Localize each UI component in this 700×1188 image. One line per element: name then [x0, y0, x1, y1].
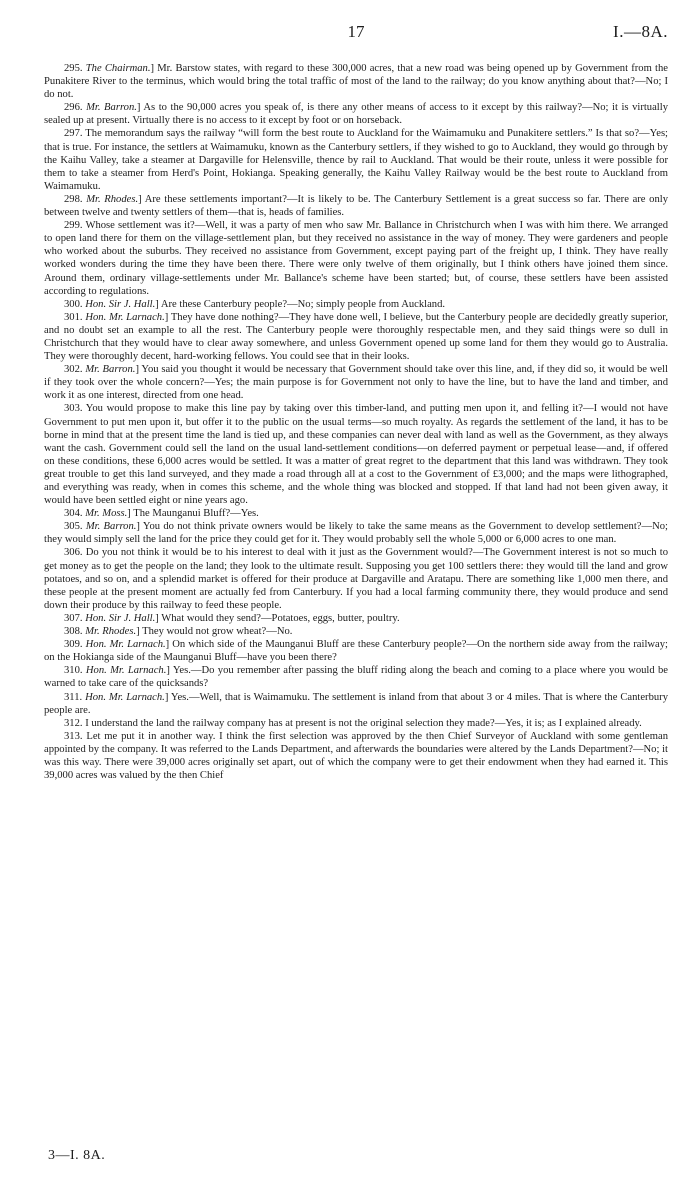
paragraph-text: The memorandum says the railway “will form the best route to Auckland for the Waimamuku and Punakitere settlers.” Is that so?—Yes; that is true. For instance, the settlers at Waimamuku, known as the Canterbury settlers, if they wished to go to Auckland, they would go through by the Kaihu Valley, take a steamer at Dargaville for Helensville, thence by rail to Auckland. That would be their route, unless it were possible for them to take a steamer from Herd's Point, Hokianga. Speaking generally, the Kaihu Valley Railway would be the best route to Auckland from Waimamuku. [44, 128, 669, 192]
paragraph-text: ] The Maunganui Bluff?—Yes. [127, 508, 259, 520]
document-page [44, 22, 668, 782]
paragraph-text: ] They have done nothing?—They have done well, I believe, but the Canterbury people are decidedly greatly superior, and no doubt set an example to all the rest. The Canterbury people were thoroughly respectable men, and they said things were so dull in Christchurch that they would have to clear away somewhere, and unless Government opened up some land for them they would go to Australia. They were thoroughly decent, hard-working fellows. You could see that in their looks. [44, 311, 668, 363]
speaker-name: The Chairman. [85, 63, 151, 74]
paragraph-text: Whose settlement was it?—Well, it was a party of men who saw Mr. Ballance in Christchurch when I was with him there. We arranged to open land there for them on the village-settlement plan, but they received no assistance in the way of money. They were gardeners and people who worked about the suburbs. They received no assistance from Government, except paying part of the freight up, I think. They have really worked wonders during the time they have been there. There were only twelve of them originally, but I think others have joined them since. Around them, ordinary village-settlements under Mr. Ballance's scheme have been started; but, of course, these settlers have been assisted according to regulations. [44, 220, 668, 297]
page-number: 17 [347, 22, 365, 41]
paragraph-text: ] On which side of the Maunganui Bluff are these Canterbury people?—On the northern side away from the railway; on the Hokianga side of the Maunganui Bluff—have you been there? [44, 639, 668, 664]
question-number: 310. [64, 665, 83, 677]
paragraph-text: ] They would not grow wheat?—No. [136, 626, 293, 638]
speaker-name: Hon. Sir J. Hall. [85, 612, 156, 624]
question-paragraph [44, 691, 668, 717]
question-paragraph [44, 127, 668, 192]
question-paragraph [44, 520, 668, 546]
question-paragraph [44, 717, 668, 730]
question-paragraph [44, 62, 668, 101]
question-paragraph [44, 638, 668, 664]
question-number: 312. [64, 717, 83, 729]
question-paragraph [44, 219, 668, 298]
paragraph-text: ] Yes.—Do you remember after passing the bluff riding along the beach and coming to a place where you would be warned to take care of the quicksands? [44, 665, 668, 690]
question-number: 303. [64, 403, 83, 415]
body-text [44, 62, 668, 782]
paragraph-text: ] Yes.—Well, that is Waimamuku. The settlement is inland from that about 3 or 4 miles. That is where the Canterbury people are. [44, 691, 668, 716]
question-number: 296. [64, 102, 83, 114]
question-paragraph [44, 730, 668, 782]
question-number: 297. [64, 128, 83, 140]
question-number: 313. [64, 730, 83, 742]
question-number: 300. [64, 298, 83, 310]
question-number: 309. [64, 639, 83, 651]
question-paragraph [44, 101, 668, 127]
paragraph-text: ] Are these settlements important?—It is likely to be. The Canterbury Settlement is a great success so far. There are only between twelve and twenty settlers of them—that is, heads of families. [44, 193, 668, 219]
question-number: 307. [64, 612, 83, 624]
question-number: 306. [64, 547, 83, 559]
speaker-name: Mr. Rhodes. [86, 193, 139, 205]
question-number: 305. [64, 521, 83, 533]
question-number: 304. [64, 508, 83, 520]
question-paragraph [44, 402, 668, 507]
speaker-name: Mr. Barron. [86, 102, 137, 114]
question-paragraph [44, 298, 668, 311]
question-number: 308. [64, 626, 83, 638]
question-paragraph [44, 311, 668, 363]
question-paragraph [44, 625, 668, 638]
question-paragraph [44, 612, 668, 625]
question-number: 301. [64, 311, 83, 323]
speaker-name: Hon. Mr. Larnach. [85, 639, 166, 651]
speaker-name: Mr. Rhodes. [85, 626, 137, 638]
paragraph-text: Let me put it in another way. I think the first selection was approved by the then Chief Surveyor of Auckland with some gentleman appointed by the company. It was referred to the Lands Department, and afterwards the boundaries were altered by the Lands Department?—No; it was this way. There were 39,000 acres originally set apart, out of which the company were to get their endowment when they had earned it. This 39,000 acres was valued by the then Chief [44, 730, 668, 782]
speaker-name: Mr. Barron. [85, 521, 137, 533]
question-number: 295. [64, 63, 83, 74]
page-header [44, 22, 668, 48]
speaker-name: Hon. Mr. Larnach. [85, 691, 165, 703]
speaker-name: Hon. Sir J. Hall. [85, 298, 156, 310]
question-paragraph [44, 664, 668, 690]
paper-reference: I.—8A. [613, 22, 668, 41]
question-number: 299. [64, 220, 83, 232]
paragraph-text: ] What would they send?—Potatoes, eggs, butter, poultry. [155, 612, 400, 624]
paragraph-text: ] You do not think private owners would be likely to take the same means as the Government to develop settlement?—No; they would simply sell the land for the price they could get for it. They would probably sell the whole 5,000 or 6,000 acres to one man. [44, 521, 668, 546]
question-number: 311. [64, 691, 83, 703]
question-number: 298. [64, 193, 83, 205]
speaker-name: Hon. Mr. Larnach. [85, 665, 167, 677]
question-paragraph [44, 363, 668, 402]
question-paragraph [44, 546, 668, 611]
question-number: 302. [64, 364, 83, 376]
printer-signature: 3—I. 8A. [48, 1148, 106, 1163]
paragraph-text: I understand the land the railway company has at present is not the original selection they made?—Yes, it is; as I explained already. [85, 717, 642, 729]
speaker-name: Hon. Mr. Larnach. [85, 311, 165, 323]
paragraph-text: ] Are these Canterbury people?—No; simply people from Auckland. [155, 298, 446, 310]
paragraph-text: ] Mr. Barstow states, with regard to these 300,000 acres, that a new road was being opened up by Government from the Punakitere River to the terminus, which would bring the total traffic of most of the land to the railway; do you know anything about that?—No; I do not. [44, 63, 668, 101]
speaker-name: Mr. Moss. [85, 508, 128, 520]
question-paragraph [44, 507, 668, 520]
paragraph-text: Do you not think it would be to his interest to deal with it just as the Government would?—The Government interest is not so much to get money as to get the people on the land; they look to the ultimate result. Supposing you get 100 settlers there: they would till the land and grow potatoes, and so on, and a splendid market is offered for their produce at Dargaville and Aratapu. There are something like 1,000 men there, and these people at the present moment are actually fed from Canterbury. If you had a local farming community there, they would produce and send down their produce by this railway to feed these people. [44, 547, 668, 611]
paragraph-text: ] As to the 90,000 acres you speak of, is there any other means of access to it except by this railway?—No; it is virtually sealed up at present. Virtually there is no access to it except by foot or on horseback. [44, 102, 668, 127]
paragraph-text: You would propose to make this line pay by taking over this timber-land, and putting men upon it, and felling it?—I would not have Government to put men upon it, but offer it to the public on the usual terms—so much royalty. As regards the settlement of the land, it has to be borne in mind that at the present time the land is tied up, and these companies can never deal with land as well as the Government, as they always want the cash. Government could sell the land on the usual land-settlement conditions—on deferred payment or perpetual lease—and, if offered on these conditions, these 6,000 acres would be settled. It was a matter of great regret to the department that this land was withdrawn. They took great trouble to get this land surveyed, and they made a road through all at a cost to the Government of £3,000; and the maps were lithographed, and everything was ready, when in comes this scheme, and the whole thing was blocked and stopped. If that land had not been given away, it would have been settled eight or nine years ago. [44, 403, 668, 507]
speaker-name: Mr. Barron. [85, 364, 136, 376]
question-paragraph [44, 193, 668, 219]
paragraph-text: ] You said you thought it would be necessary that Government should take over this line, and, if they did so, it would be well if they took over the whole concern?—Yes; the main purpose is for Government not only to have the line, but to have the land and timber, and work it as one interest, directed from one head. [44, 364, 668, 402]
